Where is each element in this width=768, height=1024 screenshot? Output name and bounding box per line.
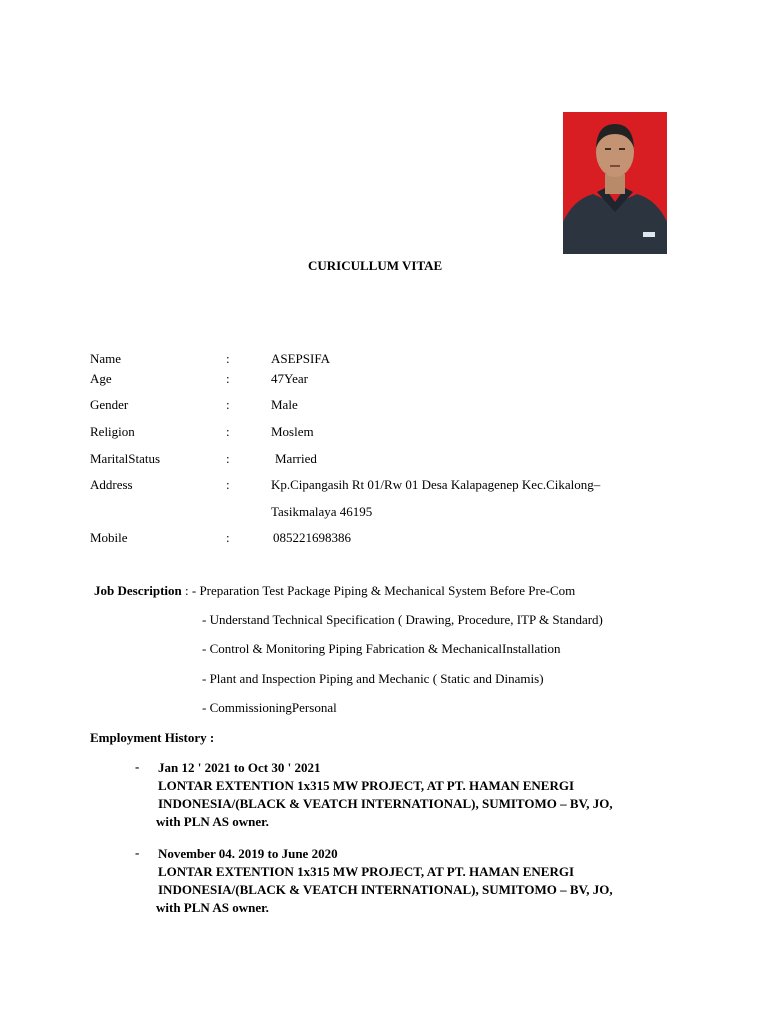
person-photo-icon	[563, 112, 667, 254]
address-line-2: Tasikmalaya 46195	[271, 504, 373, 519]
list-bullet: -	[135, 759, 140, 774]
colon: :	[226, 451, 230, 466]
job-item: - Plant and Inspection Piping and Mechanic ( Static and Dinamis)	[202, 671, 544, 686]
colon: :	[226, 397, 230, 412]
employment-period: November 04. 2019 to June 2020	[158, 846, 338, 861]
employment-owner: with PLN AS owner.	[156, 814, 269, 829]
mobile-value: 085221698386	[273, 530, 351, 545]
name-value: ASEPSIFA	[271, 351, 331, 366]
job-item: - CommissioningPersonal	[202, 700, 337, 715]
gender-label: Gender	[90, 397, 129, 412]
colon: :	[226, 424, 230, 439]
age-label: Age	[90, 371, 112, 386]
employment-entry	[158, 845, 613, 917]
job-item: - Control & Monitoring Piping Fabrication & MechanicalInstallation	[202, 641, 561, 656]
job-item: - Understand Technical Specification ( Drawing, Procedure, ITP & Standard)	[202, 612, 603, 627]
address-line-1: Kp.Cipangasih Rt 01/Rw 01 Desa Kalapagenep Kec.Cikalong–	[271, 477, 601, 492]
address-label: Address	[90, 477, 133, 492]
name-label: Name	[90, 351, 122, 366]
employment-company: INDONESIA/(BLACK & VEATCH INTERNATIONAL), SUMITOMO – BV, JO,	[158, 796, 613, 811]
marital-status-value: Married	[275, 451, 317, 466]
employment-project: LONTAR EXTENTION 1x315 MW PROJECT, AT PT. HAMAN ENERGI	[158, 864, 575, 879]
profile-photo	[563, 112, 667, 254]
employment-project: LONTAR EXTENTION 1x315 MW PROJECT, AT PT. HAMAN ENERGI	[158, 778, 575, 793]
employment-owner: with PLN AS owner.	[156, 900, 269, 915]
page-title: CURICULLUM VITAE	[308, 258, 443, 273]
age-value: 47Year	[271, 371, 308, 386]
job-description	[94, 583, 575, 599]
colon: :	[226, 351, 230, 366]
job-description-separator: :	[181, 583, 192, 598]
marital-status-label: MaritalStatus	[90, 451, 161, 466]
colon: :	[226, 477, 230, 492]
list-bullet: -	[135, 845, 140, 860]
mobile-label: Mobile	[90, 530, 128, 545]
employment-entry	[158, 759, 613, 831]
employment-company: INDONESIA/(BLACK & VEATCH INTERNATIONAL), SUMITOMO – BV, JO,	[158, 882, 613, 897]
colon: :	[226, 530, 230, 545]
job-item: - Preparation Test Package Piping & Mechanical System Before Pre-Com	[191, 583, 576, 598]
employment-history-heading: Employment History :	[90, 730, 215, 745]
job-description-label: Job Description	[94, 583, 182, 598]
gender-value: Male	[271, 397, 298, 412]
employment-period: Jan 12 ' 2021 to Oct 30 ' 2021	[158, 760, 321, 775]
religion-label: Religion	[90, 424, 135, 439]
religion-value: Moslem	[271, 424, 314, 439]
colon: :	[226, 371, 230, 386]
